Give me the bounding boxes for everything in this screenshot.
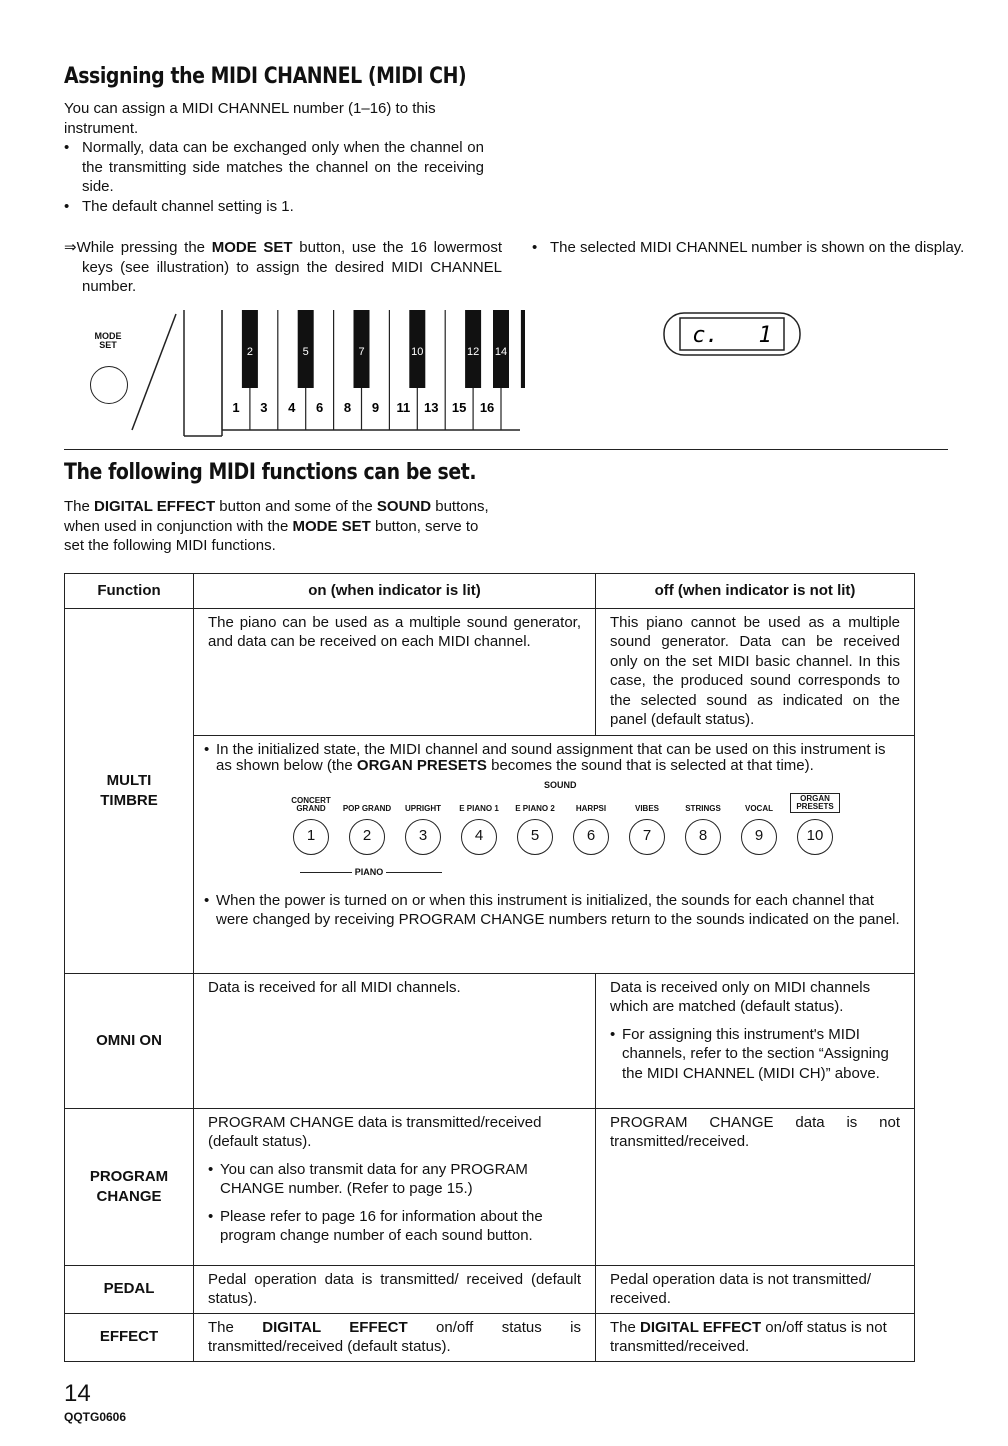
sound-button[interactable]: 6	[573, 819, 609, 855]
sound-button-group	[342, 793, 392, 855]
sound-button-label: E PIANO 1	[459, 803, 499, 813]
sound-button-label: CONCERT GRAND	[291, 795, 331, 813]
table-row-program-change	[65, 1108, 915, 1265]
display-note: • The selected MIDI CHANNEL number is shown on the display.	[532, 238, 970, 258]
document-code: QQTG0606	[64, 1410, 127, 1424]
function-multi-timbre: MULTI TIMBRE	[65, 608, 194, 973]
white-key-number: 8	[343, 400, 352, 415]
keyboard-illustration	[180, 310, 525, 440]
multi-timbre-note1: • In the initialized state, the MIDI channel and sound assignment that can be used on this instrument is as shown below (the ORGAN PRESETS becomes the sound that is selected at that time).	[204, 742, 900, 775]
sound-button[interactable]: 9	[741, 819, 777, 855]
program-change-on	[194, 1108, 596, 1265]
table-row-effect	[65, 1313, 915, 1361]
white-key-number: 11	[396, 400, 411, 415]
multi-timbre-note2: • When the power is turned on or when this instrument is initialized, the sounds for each channel that were changed by receiving PROGRAM CHANGE numbers return to the sounds indicated on the panel.	[204, 891, 900, 930]
sound-button[interactable]: 1	[293, 819, 329, 855]
section1-bullet: • Normally, data can be exchanged only when the channel on the transmitting side matches the channel on the receiving side.	[64, 138, 484, 197]
white-key-number: 6	[316, 400, 324, 415]
omni-on-off	[596, 973, 915, 1108]
sound-button[interactable]: 7	[629, 819, 665, 855]
program-change-on-text: PROGRAM CHANGE data is transmitted/received (default status).	[208, 1113, 542, 1150]
mode-set-label: MODE SET	[94, 331, 122, 350]
black-key-number: 10	[411, 346, 424, 358]
sound-button-label: VIBES	[634, 803, 659, 813]
header-on: on (when indicator is lit)	[194, 574, 596, 609]
pedal-off: Pedal operation data is not transmitted/ received.	[596, 1265, 915, 1313]
sound-button[interactable]: 8	[685, 819, 721, 855]
sound-button-group	[286, 793, 336, 855]
black-key-number: 5	[302, 346, 309, 358]
multi-timbre-on: The piano can be used as a multiple sound generator, and data can be received on each MIDI channel.	[194, 608, 596, 735]
sound-button-group	[398, 793, 448, 855]
white-key-number: 4	[288, 400, 296, 415]
sound-button-group	[678, 793, 728, 855]
black-key-number: 14	[494, 346, 508, 358]
sound-button-label: STRINGS	[685, 803, 721, 813]
sound-button[interactable]: 4	[461, 819, 497, 855]
sound-buttons-panel	[204, 775, 900, 883]
pedal-on: Pedal operation data is transmitted/ received (default status).	[194, 1265, 596, 1313]
sound-button-label: E PIANO 2	[515, 803, 555, 813]
sound-button-label: HARPSI	[575, 803, 607, 813]
program-change-bullet: • You can also transmit data for any PROGRAM CHANGE number. (Refer to page 15.)	[208, 1160, 581, 1199]
lcd-text: c. 1	[692, 323, 772, 348]
section1-instruction: ⇒While pressing the MODE SET button, use the 16 lowermost keys (see illustration) to assign the desired MIDI CHANNEL number.	[64, 239, 503, 295]
sound-button[interactable]: 5	[517, 819, 553, 855]
sound-button-group	[510, 793, 560, 855]
sound-button-label: ORGAN PRESETS	[790, 793, 840, 813]
white-key-number: 1	[232, 400, 240, 415]
multi-timbre-notes	[194, 735, 915, 973]
table-row-multi-timbre	[65, 608, 915, 735]
black-key-number: 7	[358, 346, 365, 358]
program-change-off: PROGRAM CHANGE data is not transmitted/received.	[596, 1108, 915, 1265]
lcd-display	[662, 311, 802, 357]
sound-button[interactable]: 3	[405, 819, 441, 855]
black-key	[521, 310, 525, 388]
sound-button-label: VOCAL	[745, 803, 773, 813]
midi-functions-table	[64, 573, 915, 1362]
header-function: Function	[65, 574, 194, 609]
black-key-number: 12	[466, 346, 480, 358]
mode-set-button[interactable]	[90, 366, 128, 404]
white-key-number: 3	[260, 400, 268, 415]
sound-label: SOUND	[544, 779, 577, 790]
sound-button-group	[622, 793, 672, 855]
sound-button[interactable]: 2	[349, 819, 385, 855]
effect-on: The DIGITAL EFFECT on/off status is transmitted/received (default status).	[194, 1313, 596, 1361]
function-omni-on: OMNI ON	[65, 973, 194, 1108]
section2-intro: The DIGITAL EFFECT button and some of the SOUND buttons, when used in conjunction with the MODE SET button, serve to set the following MIDI functions.	[64, 498, 489, 554]
header-off: off (when indicator is not lit)	[596, 574, 915, 609]
sound-button-group	[454, 793, 504, 855]
section1-bullet: • The default channel setting is 1.	[64, 197, 484, 217]
program-change-bullet: • Please refer to page 16 for information about the program change number of each sound button.	[208, 1207, 581, 1246]
effect-off: The DIGITAL EFFECT on/off status is not transmitted/received.	[596, 1313, 915, 1361]
section-title-midi-functions: The following MIDI functions can be set.	[64, 460, 477, 485]
white-key-number: 15	[451, 400, 467, 415]
sound-button-group	[566, 793, 616, 855]
sound-button-label: POP GRAND	[342, 803, 392, 813]
sound-button-group	[734, 793, 784, 855]
function-program-change: PROGRAM CHANGE	[65, 1108, 194, 1265]
omni-on-off-text: Data is received only on MIDI channels which are matched (default status).	[610, 978, 871, 1015]
table-row-pedal	[65, 1265, 915, 1313]
sound-button[interactable]: 10	[797, 819, 833, 855]
multi-timbre-off: This piano cannot be used as a multiple sound generator. Data can be received only on the set MIDI basic channel. In this case, the produced sound corresponds to the selected sound as indicated on the panel (default status).	[596, 608, 915, 735]
function-pedal: PEDAL	[65, 1265, 194, 1313]
sound-button-group	[790, 793, 840, 855]
section1-intro-block	[64, 99, 484, 216]
section1-intro: You can assign a MIDI CHANNEL number (1–16) to this instrument.	[64, 100, 436, 137]
sound-button-label: UPRIGHT	[405, 803, 441, 813]
white-key-number: 9	[371, 400, 380, 415]
table-header-row	[65, 574, 915, 609]
table-row-omni-on	[65, 973, 915, 1108]
page-number: 14	[64, 1380, 91, 1407]
function-effect: EFFECT	[65, 1313, 194, 1361]
slash-separator	[128, 310, 188, 435]
omni-on-off-bullet: • For assigning this instrument's MIDI channels, refer to the section “Assigning the MIDI CHANNEL (MIDI CH)” above.	[610, 1025, 900, 1084]
piano-group-label: PIANO	[292, 864, 450, 881]
black-key-number: 2	[246, 346, 253, 358]
section-title-midi-channel: Assigning the MIDI CHANNEL (MIDI CH)	[64, 64, 467, 89]
omni-on-on: Data is received for all MIDI channels.	[194, 973, 596, 1108]
section-divider	[64, 449, 948, 450]
white-key-number: 13	[424, 400, 439, 415]
white-key-number: 16	[479, 400, 495, 415]
